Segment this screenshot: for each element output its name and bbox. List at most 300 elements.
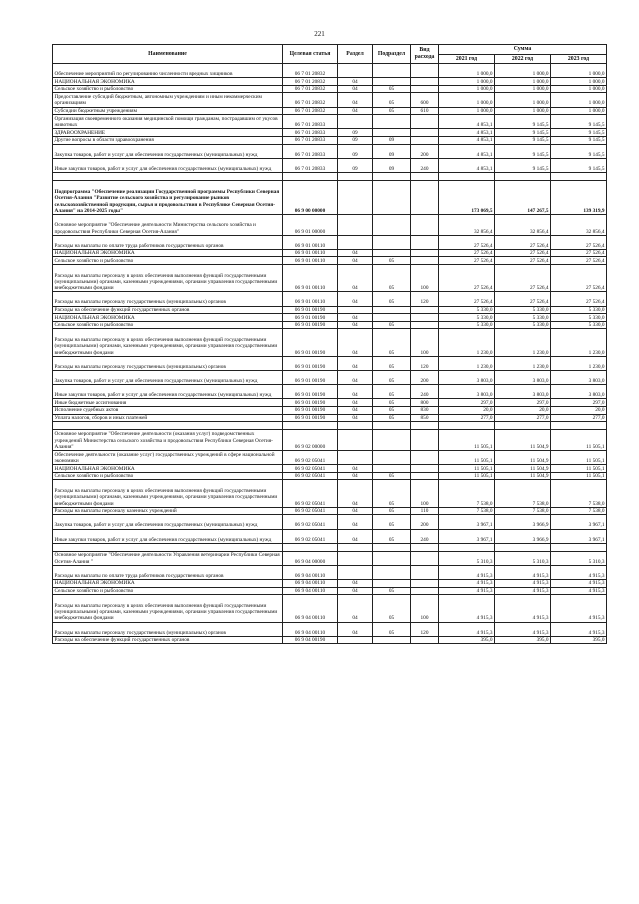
table-row <box>53 414 607 422</box>
amount-2021: 4 853,1 <box>439 129 495 137</box>
target-article: 06 9 01 00190 <box>283 321 338 329</box>
header-year-2022: 2022 год <box>495 55 551 64</box>
expense-type-code <box>411 129 439 137</box>
expense-type-code: 850 <box>411 414 439 422</box>
amount-2023: 7 538,0 <box>551 507 607 515</box>
spacer-cell <box>283 172 338 180</box>
expense-type-code <box>411 85 439 93</box>
amount-2021: 5 330,0 <box>439 321 495 329</box>
table-row <box>53 158 607 172</box>
spacer-cell <box>373 543 411 551</box>
table-spacer-row <box>53 172 607 180</box>
amount-2022: 11 504,9 <box>495 450 551 464</box>
section-code: 04 <box>338 292 373 306</box>
expense-type-code <box>411 214 439 235</box>
section-code <box>338 180 373 214</box>
section-code: 04 <box>338 93 373 107</box>
amount-2021: 7 538,0 <box>439 507 495 515</box>
subsection-code: 05 <box>373 595 411 622</box>
row-name: НАЦИОНАЛЬНАЯ ЭКОНОМИКА <box>53 78 283 86</box>
amount-2023: 9 145,5 <box>551 136 607 144</box>
subsection-code: 05 <box>373 529 411 543</box>
amount-2021: 173 069,5 <box>439 180 495 214</box>
amount-2023: 27 526,4 <box>551 265 607 292</box>
table-row <box>53 507 607 515</box>
expense-type-code <box>411 180 439 214</box>
section-code: 09 <box>338 144 373 158</box>
spacer-cell <box>411 422 439 430</box>
header-year-2021: 2021 год <box>439 55 495 64</box>
target-article: 06 9 04 00110 <box>283 587 338 595</box>
amount-2021: 3 803,0 <box>439 371 495 385</box>
expense-type-code: 610 <box>411 107 439 115</box>
table-body <box>53 64 607 644</box>
amount-2022: 9 145,5 <box>495 129 551 137</box>
subsection-code <box>373 551 411 565</box>
amount-2022: 5 330,0 <box>495 314 551 322</box>
amount-2021: 27 526,4 <box>439 235 495 249</box>
row-name: Сельское хозяйство и рыболовство <box>53 257 283 265</box>
subsection-code <box>373 450 411 464</box>
amount-2023: 1 000,0 <box>551 107 607 115</box>
spacer-cell <box>283 543 338 551</box>
subsection-code: 05 <box>373 414 411 422</box>
amount-2023: 3 967,1 <box>551 529 607 543</box>
section-code: 04 <box>338 385 373 399</box>
expense-type-code <box>411 465 439 473</box>
amount-2021: 5 330,0 <box>439 314 495 322</box>
expense-type-code <box>411 249 439 257</box>
section-code <box>338 115 373 129</box>
section-code: 04 <box>338 371 373 385</box>
row-name: Расходы на выплаты персоналу в целях обеспечения выполнения функций государственными (муниципальными) органами, казенными учреждениями, органами управления государственными внебюджетными фондами <box>53 595 283 622</box>
row-name: Организация своевременного оказания медицинской помощи гражданам, пострадавшим от укусов животных <box>53 115 283 129</box>
expense-type-code: 100 <box>411 480 439 507</box>
row-name: Расходы на выплаты по оплате труда работников государственных органов <box>53 565 283 579</box>
header-sum: Сумма <box>439 45 607 55</box>
amount-2022: 1 000,0 <box>495 93 551 107</box>
expense-type-code: 830 <box>411 406 439 414</box>
row-name: Предоставление субсидий бюджетным, автономным учреждениям и иным некоммерческим организациям <box>53 93 283 107</box>
target-article: 06 9 01 00110 <box>283 265 338 292</box>
amount-2021: 5 310,3 <box>439 551 495 565</box>
target-article: 06 7 01 20832 <box>283 85 338 93</box>
header-target-article: Целевая статья <box>283 45 338 64</box>
amount-2022: 27 526,4 <box>495 292 551 306</box>
amount-2022: 277,0 <box>495 414 551 422</box>
expense-type-code <box>411 306 439 314</box>
spacer-cell <box>439 422 495 430</box>
header-name: Наименование <box>53 45 283 64</box>
subsection-code <box>373 306 411 314</box>
expense-type-code <box>411 235 439 249</box>
target-article: 06 9 01 00110 <box>283 292 338 306</box>
section-code: 04 <box>338 480 373 507</box>
amount-2021: 11 505,1 <box>439 450 495 464</box>
amount-2022: 20,0 <box>495 406 551 414</box>
section-code: 04 <box>338 622 373 636</box>
row-name: Закупка товаров, работ и услуг для обеспечения государственных (муниципальных) нужд <box>53 144 283 158</box>
table-row <box>53 406 607 414</box>
expense-type-code: 100 <box>411 329 439 356</box>
amount-2021: 20,0 <box>439 406 495 414</box>
row-name: Иные закупки товаров, работ и услуг для обеспечения государственных (муниципальных) нужд <box>53 529 283 543</box>
subsection-code: 05 <box>373 515 411 529</box>
amount-2022: 5 330,0 <box>495 306 551 314</box>
target-article: 06 9 02 05041 <box>283 480 338 507</box>
amount-2023: 11 505,1 <box>551 450 607 464</box>
expense-type-code <box>411 430 439 451</box>
expense-type-code <box>411 64 439 78</box>
section-code: 04 <box>338 321 373 329</box>
subsection-code <box>373 580 411 588</box>
table-row <box>53 180 607 214</box>
amount-2023: 4 915,3 <box>551 580 607 588</box>
target-article: 06 7 01 20833 <box>283 129 338 137</box>
subsection-code <box>373 465 411 473</box>
table-row <box>53 93 607 107</box>
table-row <box>53 636 607 644</box>
row-name: Иные бюджетные ассигнования <box>53 399 283 407</box>
amount-2021: 297,0 <box>439 399 495 407</box>
amount-2023: 277,0 <box>551 414 607 422</box>
row-name: Расходы на выплаты персоналу в целях обеспечения выполнения функций государственными (муниципальными) органами, казенными учреждениями, органами управления государственными внебюджетными фондами <box>53 265 283 292</box>
amount-2022: 4 915,3 <box>495 587 551 595</box>
subsection-code <box>373 180 411 214</box>
row-name: Иные закупки товаров, работ и услуг для обеспечения государственных (муниципальных) нужд <box>53 158 283 172</box>
target-article: 06 7 01 20833 <box>283 115 338 129</box>
amount-2023: 5 310,3 <box>551 551 607 565</box>
expense-type-code <box>411 587 439 595</box>
section-code <box>338 450 373 464</box>
section-code: 04 <box>338 78 373 86</box>
amount-2021: 1 000,0 <box>439 64 495 78</box>
section-code: 04 <box>338 465 373 473</box>
table-row <box>53 306 607 314</box>
target-article: 06 7 01 20833 <box>283 144 338 158</box>
expense-type-code <box>411 472 439 480</box>
amount-2023: 9 145,5 <box>551 144 607 158</box>
amount-2023: 20,0 <box>551 406 607 414</box>
amount-2022: 7 538,0 <box>495 507 551 515</box>
amount-2021: 5 330,0 <box>439 306 495 314</box>
section-code: 04 <box>338 406 373 414</box>
amount-2022: 9 145,5 <box>495 158 551 172</box>
row-name: Обеспечение мероприятий по регулированию численности вредных хищников <box>53 64 283 78</box>
row-name: НАЦИОНАЛЬНАЯ ЭКОНОМИКА <box>53 314 283 322</box>
amount-2021: 3 967,1 <box>439 515 495 529</box>
table-row <box>53 64 607 78</box>
target-article: 06 9 04 00110 <box>283 565 338 579</box>
subsection-code: 05 <box>373 292 411 306</box>
target-article: 06 9 01 00190 <box>283 414 338 422</box>
target-article: 06 9 01 00000 <box>283 214 338 235</box>
amount-2022: 11 504,9 <box>495 465 551 473</box>
subsection-code <box>373 214 411 235</box>
subsection-code <box>373 129 411 137</box>
expense-type-code <box>411 580 439 588</box>
row-name: Расходы на выплаты персоналу государственных (муниципальных) органов <box>53 622 283 636</box>
amount-2023: 297,0 <box>551 399 607 407</box>
amount-2021: 4 853,1 <box>439 115 495 129</box>
table-row <box>53 385 607 399</box>
row-name: Исполнение судебных актов <box>53 406 283 414</box>
amount-2021: 4 915,3 <box>439 595 495 622</box>
amount-2023: 4 915,3 <box>551 587 607 595</box>
subsection-code: 05 <box>373 107 411 115</box>
subsection-code <box>373 249 411 257</box>
row-name: Расходы на обеспечение функций государственных органов <box>53 636 283 644</box>
expense-type-code: 200 <box>411 371 439 385</box>
target-article: 06 9 04 00110 <box>283 580 338 588</box>
subsection-code <box>373 78 411 86</box>
amount-2021: 1 230,0 <box>439 329 495 356</box>
amount-2021: 395,0 <box>439 636 495 644</box>
subsection-code: 05 <box>373 622 411 636</box>
amount-2021: 4 915,3 <box>439 587 495 595</box>
row-name: Сельское хозяйство и рыболовство <box>53 587 283 595</box>
target-article: 06 9 01 00190 <box>283 399 338 407</box>
expense-type-code: 200 <box>411 515 439 529</box>
amount-2022: 9 145,5 <box>495 136 551 144</box>
target-article: 06 9 02 05041 <box>283 507 338 515</box>
table-row <box>53 115 607 129</box>
spacer-cell <box>338 172 373 180</box>
header-expense-type: Вид расхода <box>411 45 439 64</box>
table-row <box>53 144 607 158</box>
table-row <box>53 529 607 543</box>
section-code: 04 <box>338 507 373 515</box>
table-row <box>53 214 607 235</box>
expense-type-code <box>411 551 439 565</box>
row-name: Расходы на обеспечение функций государственных органов <box>53 306 283 314</box>
amount-2022: 1 000,0 <box>495 64 551 78</box>
amount-2022: 27 526,4 <box>495 265 551 292</box>
subsection-code: 05 <box>373 356 411 370</box>
target-article: 06 9 04 00190 <box>283 636 338 644</box>
amount-2022: 9 145,5 <box>495 144 551 158</box>
amount-2023: 1 230,0 <box>551 329 607 356</box>
section-code <box>338 430 373 451</box>
expense-type-code <box>411 450 439 464</box>
amount-2022: 5 310,3 <box>495 551 551 565</box>
expense-type-code: 120 <box>411 356 439 370</box>
page-number: 221 <box>314 30 325 38</box>
row-name: Сельское хозяйство и рыболовство <box>53 85 283 93</box>
table-row <box>53 249 607 257</box>
amount-2023: 27 526,4 <box>551 235 607 249</box>
table-row <box>53 480 607 507</box>
subsection-code: 05 <box>373 480 411 507</box>
table-row <box>53 622 607 636</box>
target-article: 06 9 00 00000 <box>283 180 338 214</box>
expense-type-code <box>411 636 439 644</box>
table-row <box>53 565 607 579</box>
spacer-cell <box>551 422 607 430</box>
target-article: 06 9 01 00190 <box>283 314 338 322</box>
row-name: Расходы на выплаты по оплате труда работников государственных органов <box>53 235 283 249</box>
expense-type-code: 110 <box>411 507 439 515</box>
section-code: 04 <box>338 314 373 322</box>
section-code: 09 <box>338 136 373 144</box>
target-article: 06 9 01 00190 <box>283 306 338 314</box>
amount-2023: 5 330,0 <box>551 321 607 329</box>
expense-type-code <box>411 565 439 579</box>
amount-2021: 27 526,4 <box>439 292 495 306</box>
amount-2022: 147 267,5 <box>495 180 551 214</box>
amount-2021: 4 853,1 <box>439 144 495 158</box>
table-row <box>53 515 607 529</box>
target-article: 06 9 02 05041 <box>283 529 338 543</box>
amount-2021: 1 000,0 <box>439 85 495 93</box>
target-article: 06 9 01 00110 <box>283 235 338 249</box>
amount-2023: 9 145,5 <box>551 129 607 137</box>
subsection-code <box>373 115 411 129</box>
amount-2023: 4 915,3 <box>551 622 607 636</box>
row-name: ЗДРАВООХРАНЕНИЕ <box>53 129 283 137</box>
subsection-code: 05 <box>373 587 411 595</box>
table-row <box>53 314 607 322</box>
amount-2022: 4 915,3 <box>495 595 551 622</box>
amount-2021: 277,0 <box>439 414 495 422</box>
table-row <box>53 399 607 407</box>
amount-2022: 11 504,9 <box>495 472 551 480</box>
subsection-code: 05 <box>373 85 411 93</box>
table-row <box>53 450 607 464</box>
row-name: Основное мероприятие "Обеспечение деятельности Управления ветеринарии Республики Северная Осетия-Алания " <box>53 551 283 565</box>
target-article: 06 9 02 05041 <box>283 515 338 529</box>
header-section: Раздел <box>338 45 373 64</box>
section-code: 04 <box>338 257 373 265</box>
amount-2021: 32 856,4 <box>439 214 495 235</box>
section-code: 04 <box>338 587 373 595</box>
amount-2023: 27 526,4 <box>551 249 607 257</box>
row-name: Иные закупки товаров, работ и услуг для обеспечения государственных (муниципальных) нужд <box>53 385 283 399</box>
spacer-cell <box>338 543 373 551</box>
expense-type-code: 100 <box>411 265 439 292</box>
section-code: 09 <box>338 129 373 137</box>
amount-2023: 3 803,0 <box>551 371 607 385</box>
amount-2022: 4 915,3 <box>495 565 551 579</box>
amount-2023: 1 000,0 <box>551 93 607 107</box>
expense-type-code <box>411 115 439 129</box>
expense-type-code <box>411 314 439 322</box>
amount-2023: 9 145,5 <box>551 115 607 129</box>
expense-type-code <box>411 136 439 144</box>
subsection-code: 05 <box>373 329 411 356</box>
subsection-code: 05 <box>373 93 411 107</box>
subsection-code: 05 <box>373 321 411 329</box>
section-code: 04 <box>338 414 373 422</box>
row-name: Субсидии бюджетным учреждениям <box>53 107 283 115</box>
spacer-cell <box>373 422 411 430</box>
amount-2021: 7 538,0 <box>439 480 495 507</box>
target-article: 06 9 01 00190 <box>283 371 338 385</box>
amount-2022: 1 230,0 <box>495 329 551 356</box>
section-code <box>338 306 373 314</box>
target-article: 06 9 01 00110 <box>283 249 338 257</box>
subsection-code <box>373 314 411 322</box>
amount-2021: 11 505,1 <box>439 430 495 451</box>
amount-2023: 11 505,1 <box>551 430 607 451</box>
target-article: 06 7 01 20832 <box>283 78 338 86</box>
table-row <box>53 257 607 265</box>
row-name: Расходы на выплаты персоналу в целях обеспечения выполнения функций государственными (муниципальными) органами, казенными учреждениями, органами управления государственными внебюджетными фондами <box>53 329 283 356</box>
target-article: 06 7 01 20832 <box>283 93 338 107</box>
table-row <box>53 595 607 622</box>
amount-2022: 4 915,3 <box>495 622 551 636</box>
amount-2023: 1 000,0 <box>551 64 607 78</box>
amount-2022: 4 915,3 <box>495 580 551 588</box>
target-article: 06 9 04 00000 <box>283 551 338 565</box>
subsection-code: 05 <box>373 406 411 414</box>
target-article: 06 7 01 20832 <box>283 107 338 115</box>
amount-2023: 27 526,4 <box>551 257 607 265</box>
amount-2021: 1 000,0 <box>439 78 495 86</box>
amount-2023: 11 505,1 <box>551 465 607 473</box>
amount-2023: 4 915,3 <box>551 595 607 622</box>
spacer-cell <box>338 422 373 430</box>
target-article: 06 9 04 00110 <box>283 622 338 636</box>
header-year-2023: 2023 год <box>551 55 607 64</box>
expense-type-code <box>411 257 439 265</box>
table-row <box>53 430 607 451</box>
section-code: 04 <box>338 249 373 257</box>
section-code: 04 <box>338 107 373 115</box>
table-spacer-row <box>53 543 607 551</box>
row-name: НАЦИОНАЛЬНАЯ ЭКОНОМИКА <box>53 465 283 473</box>
section-code: 04 <box>338 329 373 356</box>
section-code: 04 <box>338 580 373 588</box>
amount-2021: 27 526,4 <box>439 265 495 292</box>
expense-type-code: 240 <box>411 529 439 543</box>
subsection-code <box>373 636 411 644</box>
target-article: 06 7 01 20833 <box>283 136 338 144</box>
spacer-cell <box>283 422 338 430</box>
section-code: 04 <box>338 595 373 622</box>
amount-2023: 5 330,0 <box>551 314 607 322</box>
section-code: 04 <box>338 515 373 529</box>
table-row <box>53 580 607 588</box>
table-row <box>53 107 607 115</box>
row-name: Закупка товаров, работ и услуг для обеспечения государственных (муниципальных) нужд <box>53 515 283 529</box>
spacer-cell <box>53 422 283 430</box>
row-name: Сельское хозяйство и рыболовство <box>53 321 283 329</box>
table-row <box>53 292 607 306</box>
target-article: 06 9 01 00110 <box>283 257 338 265</box>
table-row <box>53 472 607 480</box>
subsection-code: 09 <box>373 136 411 144</box>
table-row <box>53 587 607 595</box>
expense-type-code: 200 <box>411 144 439 158</box>
row-name: Подпрограмма "Обеспечение реализации Государственной программы Республики Северная Осетия-Алания "Развитие сельского хозяйства и регулирование рынков сельскохозяйственной продукции, сырья и продовольствия в Республике Северная Осетия-Алания" на 2014-2025 годы" <box>53 180 283 214</box>
subsection-code: 09 <box>373 144 411 158</box>
amount-2021: 3 967,1 <box>439 529 495 543</box>
target-article: 06 9 01 00190 <box>283 329 338 356</box>
amount-2021: 4 915,3 <box>439 622 495 636</box>
expense-type-code: 240 <box>411 158 439 172</box>
table-row <box>53 371 607 385</box>
amount-2022: 1 230,0 <box>495 356 551 370</box>
target-article: 06 9 02 05041 <box>283 465 338 473</box>
amount-2022: 297,0 <box>495 399 551 407</box>
table-row <box>53 465 607 473</box>
amount-2022: 9 145,5 <box>495 115 551 129</box>
amount-2021: 4 915,3 <box>439 565 495 579</box>
header-subsection: Подраздел <box>373 45 411 64</box>
spacer-cell <box>439 543 495 551</box>
amount-2021: 27 526,4 <box>439 257 495 265</box>
